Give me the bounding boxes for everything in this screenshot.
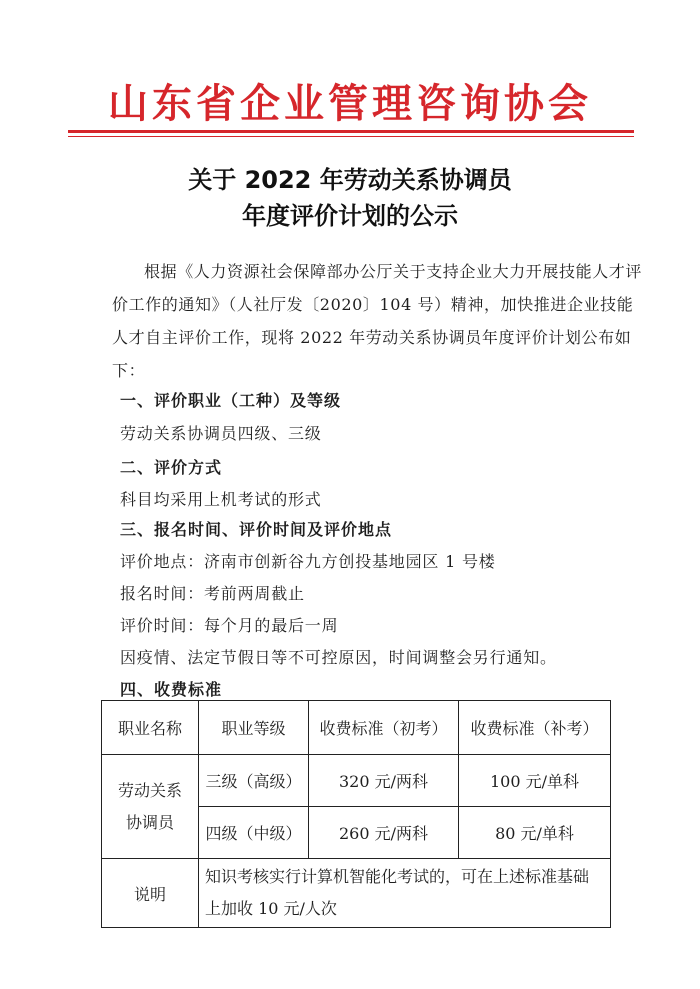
section-1-text: 劳动关系协调员四级、三级: [120, 424, 322, 443]
letterhead-org-name: 山东省企业管理咨询协会: [108, 80, 592, 127]
fee-table-note-row: [102, 859, 611, 928]
level-cell: 四级（中级）: [199, 807, 309, 859]
fee-retake-cell: 100 元/单科: [459, 755, 611, 807]
occupation-cell: 劳动关系协调员: [102, 755, 199, 859]
header-fee-initial: 收费标准（初考）: [309, 701, 459, 755]
schedule-change-notice: 因疫情、法定节假日等不可控原因，时间调整会另行通知。: [120, 648, 557, 667]
fee-initial-cell: 320 元/两科: [309, 755, 459, 807]
fee-table-row: [102, 755, 611, 807]
fee-retake-cell: 80 元/单科: [459, 807, 611, 859]
level-cell: 三级（高级）: [199, 755, 309, 807]
letterhead-rule-thick: [68, 130, 634, 133]
fee-table-header-row: [102, 701, 611, 755]
document-title-line-2: 年度评价计划的公示: [242, 202, 458, 230]
evaluation-time: 评价时间：每个月的最后一周: [120, 616, 339, 635]
section-2-heading: 二、评价方式: [120, 458, 223, 477]
section-2-text: 科目均采用上机考试的形式: [120, 490, 322, 509]
evaluation-location: 评价地点：济南市创新谷九方创投基地园区 1 号楼: [120, 552, 496, 571]
note-label-cell: 说明: [102, 859, 199, 928]
section-1-heading: 一、评价职业（工种）及等级: [120, 391, 342, 410]
header-fee-retake: 收费标准（补考）: [459, 701, 611, 755]
header-occupation: 职业名称: [102, 701, 199, 755]
section-3-heading: 三、报名时间、评价时间及评价地点: [120, 520, 393, 539]
intro-paragraph: 根据《人力资源社会保障部办公厅关于支持企业大力开展技能人才评价工作的通知》（人社厅发〔2020〕104 号）精神，加快推进企业技能人才自主评价工作，现将 2022 年劳动关系协调员年度评价计划公布如下：: [112, 262, 643, 380]
fee-table: [101, 700, 611, 928]
letterhead-rule-thin: [68, 136, 634, 137]
signup-deadline: 报名时间：考前两周截止: [120, 584, 305, 603]
header-level: 职业等级: [199, 701, 309, 755]
section-4-heading: 四、收费标准: [120, 680, 223, 699]
fee-initial-cell: 260 元/两科: [309, 807, 459, 859]
document-title-line-1: 关于 2022 年劳动关系协调员: [188, 166, 512, 194]
note-text-cell: 知识考核实行计算机智能化考试的，可在上述标准基础上加收 10 元/人次: [199, 859, 611, 928]
